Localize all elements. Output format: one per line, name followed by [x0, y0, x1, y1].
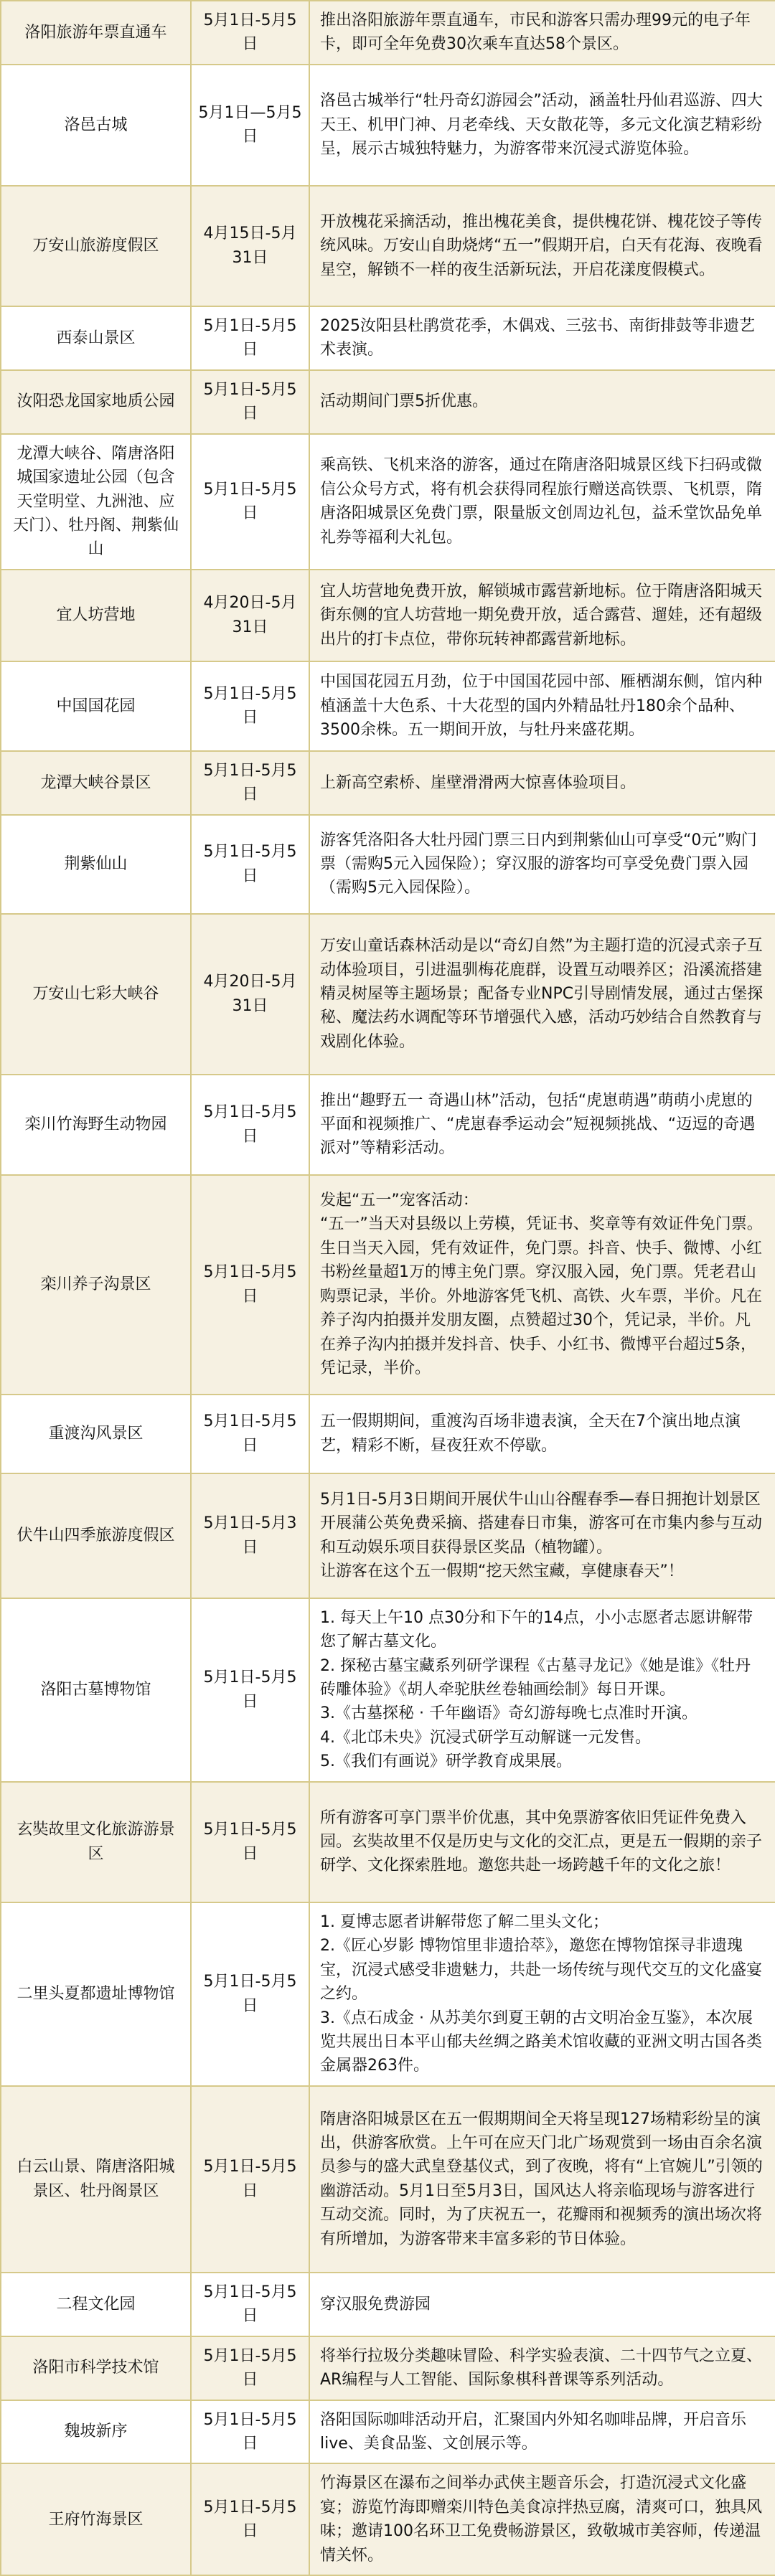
event-description: 上新高空索桥、崖壁滑滑两大惊喜体验项目。 — [309, 751, 775, 815]
venue-name: 洛阳旅游年票直通车 — [1, 1, 191, 65]
description-line: 2. 探秘古墓宝藏系列研学课程《古墓寻龙记》《她是谁》《牡丹砖雕体验》《胡人牵驼肤丝卷轴画绘制》每日开课。 — [320, 1656, 751, 1699]
event-date: 5月1日-5月5日 — [191, 1075, 309, 1175]
event-date: 5月1日-5月5日 — [191, 306, 309, 370]
event-date: 5月1日-5月5日 — [191, 434, 309, 570]
venue-name: 王府竹海景区 — [1, 2463, 191, 2575]
table-row — [1, 914, 775, 1075]
table-row — [1, 2086, 775, 2273]
table-row — [1, 2336, 775, 2400]
venue-name: 荆紫仙山 — [1, 815, 191, 914]
description-line: 让游客在这个五一假期“挖天然宝藏，享健康春天”！ — [320, 1562, 684, 1581]
event-date: 5月1日-5月5日 — [191, 2463, 309, 2575]
table-row — [1, 1902, 775, 2086]
venue-name: 洛邑古城 — [1, 65, 191, 186]
event-description: 洛阳国际咖啡活动开启，汇聚国内外知名咖啡品牌，开启音乐live、美食品鉴、文创展示等。 — [309, 2400, 775, 2464]
venue-name: 玄奘故里文化旅游游景区 — [1, 1782, 191, 1902]
table-row — [1, 2400, 775, 2464]
venue-name: 西泰山景区 — [1, 306, 191, 370]
venue-name: 万安山七彩大峡谷 — [1, 914, 191, 1075]
table-row — [1, 2273, 775, 2336]
description-line: 3.《点石成金 · 从苏美尔到夏王朝的古文明冶金互鉴》，本次展览共展出日本平山郁夫丝绸之路美术馆收藏的亚洲文明古国各类金属器263件。 — [320, 2009, 763, 2075]
event-description: 隋唐洛阳城景区在五一假期期间全天将呈现127场精彩纷呈的演出，供游客欣赏。上午可在应天门北广场观赏到一场由百余名演员参与的盛大武皇登基仪式，到了夜晚，将有“上官婉儿”引领的幽游活动。5月1日至5月3日，国风达人将亲临现场与游客进行互动交流。同时，为了庆祝五一，花瓣雨和视频秀的演出场次将有所增加，为游客带来丰富多彩的节日体验。 — [309, 2086, 775, 2273]
venue-name: 二里头夏都遗址博物馆 — [1, 1902, 191, 2086]
description-line: 5.《我们有画说》研学教育成果展。 — [320, 1752, 572, 1771]
venue-name: 白云山景、隋唐洛阳城景区、牡丹阁景区 — [1, 2086, 191, 2273]
venue-name: 二程文化园 — [1, 2273, 191, 2336]
table-row — [1, 2463, 775, 2575]
event-description: 推出“趣野五一 奇遇山林”活动，包括“虎崽萌遇”萌萌小虎崽的平面和视频推广、“虎崽春季运动会”短视频挑战、“迈逗的奇遇派对”等精彩活动。 — [309, 1075, 775, 1175]
description-line: 2.《匠心岁影 博物馆里非遗拾萃》，邀您在博物馆探寻非遗瑰宝，沉浸式感受非遗魅力，共赴一场传统与现代交互的文化盛宴之约。 — [320, 1937, 763, 2004]
event-description: 游客凭洛阳各大牡丹园门票三日内到荆紫仙山可享受“0元”购门票（需购5元入园保险）；穿汉服的游客均可享受免费门票入园（需购5元入园保险）。 — [309, 815, 775, 914]
event-date: 5月1日-5月5日 — [191, 2086, 309, 2273]
table-row — [1, 815, 775, 914]
table-row — [1, 1782, 775, 1902]
description-line: 发起“五一”宠客活动： — [320, 1191, 479, 1209]
event-date: 4月15日-5月31日 — [191, 186, 309, 306]
table-row — [1, 434, 775, 570]
event-date: 5月1日-5月5日 — [191, 2336, 309, 2400]
description-line: “五一”当天对县级以上劳模，凭证书、奖章等有效证件免门票。生日当天入园，凭有效证件，免门票。抖音、快手、微博、小红书粉丝量超1万的博主免门票。穿汉服入园，免门票。凭老君山购票记录，半价。外地游客凭飞机、高铁、火车票，半价。凡在养子沟内拍摄并发朋友圈，点赞超过30个，凭记录，半价。凡在养子沟内拍摄并发抖音、快手、小红书、微博平台超过5条，凭记录，半价。 — [320, 1215, 763, 1377]
venue-name: 龙潭大峡谷、隋唐洛阳城国家遗址公园（包含天堂明堂、九洲池、应天门）、牡丹阁、荆紫仙山 — [1, 434, 191, 570]
event-date: 5月1日-5月5日 — [191, 370, 309, 434]
table-row — [1, 661, 775, 751]
event-description: 所有游客可享门票半价优惠，其中免票游客依旧凭证件免费入园。玄奘故里不仅是历史与文化的交汇点，更是五一假期的亲子研学、文化探索胜地。邀您共赴一场跨越千年的文化之旅！ — [309, 1782, 775, 1902]
event-date: 5月1日—5月5日 — [191, 65, 309, 186]
event-description — [309, 1175, 775, 1395]
venue-name: 汝阳恐龙国家地质公园 — [1, 370, 191, 434]
event-description: 竹海景区在瀑布之间举办武侠主题音乐会，打造沉浸式文化盛宴；游览竹海即赠栾川特色美食凉拌热豆腐，清爽可口，独具风味；邀请100名环卫工免费畅游景区，致敬城市美容师，传递温情关怀。 — [309, 2463, 775, 2575]
event-date: 5月1日-5月5日 — [191, 2400, 309, 2464]
description-line: 1. 每天上午10 点30分和下午的14点，小小志愿者志愿讲解带您了解古墓文化。 — [320, 1608, 753, 1651]
event-description: 宜人坊营地免费开放，解锁城市露营新地标。位于隋唐洛阳城天街东侧的宜人坊营地一期免费开放，适合露营、遛娃，还有超级出片的打卡点位，带你玩转神都露营新地标。 — [309, 570, 775, 661]
event-description: 乘高铁、飞机来洛的游客，通过在隋唐洛阳城景区线下扫码或微信公众号方式，将有机会获得同程旅行赠送高铁票、飞机票，隋唐洛阳城景区免费门票，限量版文创周边礼包，益禾堂饮品免单礼券等福利大礼包。 — [309, 434, 775, 570]
venue-name: 栾川养子沟景区 — [1, 1175, 191, 1395]
event-description — [309, 1598, 775, 1782]
description-line: 5月1日-5月3日期间开展伏牛山山谷醒春季—春日拥抱计划景区开展蒲公英免费采摘、搭建春日市集，游客可在市集内参与互动和互动娱乐项目获得景区奖品（植物罐）。 — [320, 1490, 763, 1557]
table-row — [1, 1, 775, 65]
event-description — [309, 1902, 775, 2086]
table-row — [1, 370, 775, 434]
event-date: 5月1日-5月5日 — [191, 1902, 309, 2086]
event-description: 将举行拉圾分类趣味冒险、科学实验表演、二十四节气之立夏、AR编程与人工智能、国际象棋科普课等系列活动。 — [309, 2336, 775, 2400]
event-description: 穿汉服免费游园 — [309, 2273, 775, 2336]
venue-name: 宜人坊营地 — [1, 570, 191, 661]
event-date: 5月1日-5月5日 — [191, 1395, 309, 1473]
event-description: 洛邑古城举行“牡丹奇幻游园会”活动，涵盖牡丹仙君巡游、四大天王、机甲门神、月老牵线、天女散花等，多元文化演艺精彩纷呈，展示古城独特魅力，为游客带来沉浸式游览体验。 — [309, 65, 775, 186]
description-line: 4.《北邙未央》沉浸式研学互动解谜一元发售。 — [320, 1728, 651, 1747]
event-description: 中国国花园五月劲，位于中国国花园中部、雁栖湖东侧，馆内种植涵盖十大色系、十大花型的国内外精品牡丹180余个品种、3500余株。五一期间开放，与牡丹来盛花期。 — [309, 661, 775, 751]
venue-name: 万安山旅游度假区 — [1, 186, 191, 306]
description-line: 1. 夏博志愿者讲解带您了解二里头文化； — [320, 1912, 609, 1931]
venue-name: 栾川竹海野生动物园 — [1, 1075, 191, 1175]
event-description — [309, 1473, 775, 1598]
table-row — [1, 65, 775, 186]
venue-name: 龙潭大峡谷景区 — [1, 751, 191, 815]
table-row — [1, 570, 775, 661]
event-date: 5月1日-5月5日 — [191, 2273, 309, 2336]
event-date: 5月1日-5月5日 — [191, 1, 309, 65]
event-date: 5月1日-5月5日 — [191, 815, 309, 914]
venue-name: 魏坡新序 — [1, 2400, 191, 2464]
table-row — [1, 186, 775, 306]
event-description: 2025汝阳县杜鹃赏花季，木偶戏、三弦书、南街排鼓等非遗艺术表演。 — [309, 306, 775, 370]
venue-name: 洛阳市科学技术馆 — [1, 2336, 191, 2400]
venue-name: 洛阳古墓博物馆 — [1, 1598, 191, 1782]
event-description: 推出洛阳旅游年票直通车，市民和游客只需办理99元的电子年卡，即可全年免费30次乘车直达58个景区。 — [309, 1, 775, 65]
description-line: 3.《古墓探秘 · 千年幽语》奇幻游每晚七点准时开演。 — [320, 1704, 698, 1723]
events-table-body — [1, 1, 775, 2575]
venue-name: 伏牛山四季旅游度假区 — [1, 1473, 191, 1598]
event-date: 5月1日-5月5日 — [191, 1598, 309, 1782]
table-row — [1, 1175, 775, 1395]
table-row — [1, 306, 775, 370]
event-description: 开放槐花采摘活动，推出槐花美食，提供槐花饼、槐花饺子等传统风味。万安山自助烧烤“五一”假期开启，白天有花海、夜晚看星空，解锁不一样的夜生活新玩法，开启花漾度假模式。 — [309, 186, 775, 306]
table-row — [1, 751, 775, 815]
event-description: 活动期间门票5折优惠。 — [309, 370, 775, 434]
event-date: 5月1日-5月5日 — [191, 661, 309, 751]
venue-name: 重渡沟风景区 — [1, 1395, 191, 1473]
table-row — [1, 1075, 775, 1175]
event-date: 4月20日-5月31日 — [191, 570, 309, 661]
table-row — [1, 1395, 775, 1473]
event-date: 5月1日-5月5日 — [191, 1175, 309, 1395]
event-description: 五一假期期间，重渡沟百场非遗表演，全天在7个演出地点演艺，精彩不断，昼夜狂欢不停歇。 — [309, 1395, 775, 1473]
event-date: 5月1日-5月5日 — [191, 751, 309, 815]
event-date: 5月1日-5月5日 — [191, 1782, 309, 1902]
venue-name: 中国国花园 — [1, 661, 191, 751]
table-row — [1, 1598, 775, 1782]
event-description: 万安山童话森林活动是以“奇幻自然”为主题打造的沉浸式亲子互动体验项目，引进温驯梅花鹿群，设置互动喂养区；沿溪流搭建精灵树屋等主题场景；配备专业NPC引导剧情发展，通过古堡探秘、魔法药水调配等环节增强代入感，活动巧妙结合自然教育与戏剧化体验。 — [309, 914, 775, 1075]
event-date: 4月20日-5月31日 — [191, 914, 309, 1075]
table-row — [1, 1473, 775, 1598]
event-date: 5月1日-5月3日 — [191, 1473, 309, 1598]
